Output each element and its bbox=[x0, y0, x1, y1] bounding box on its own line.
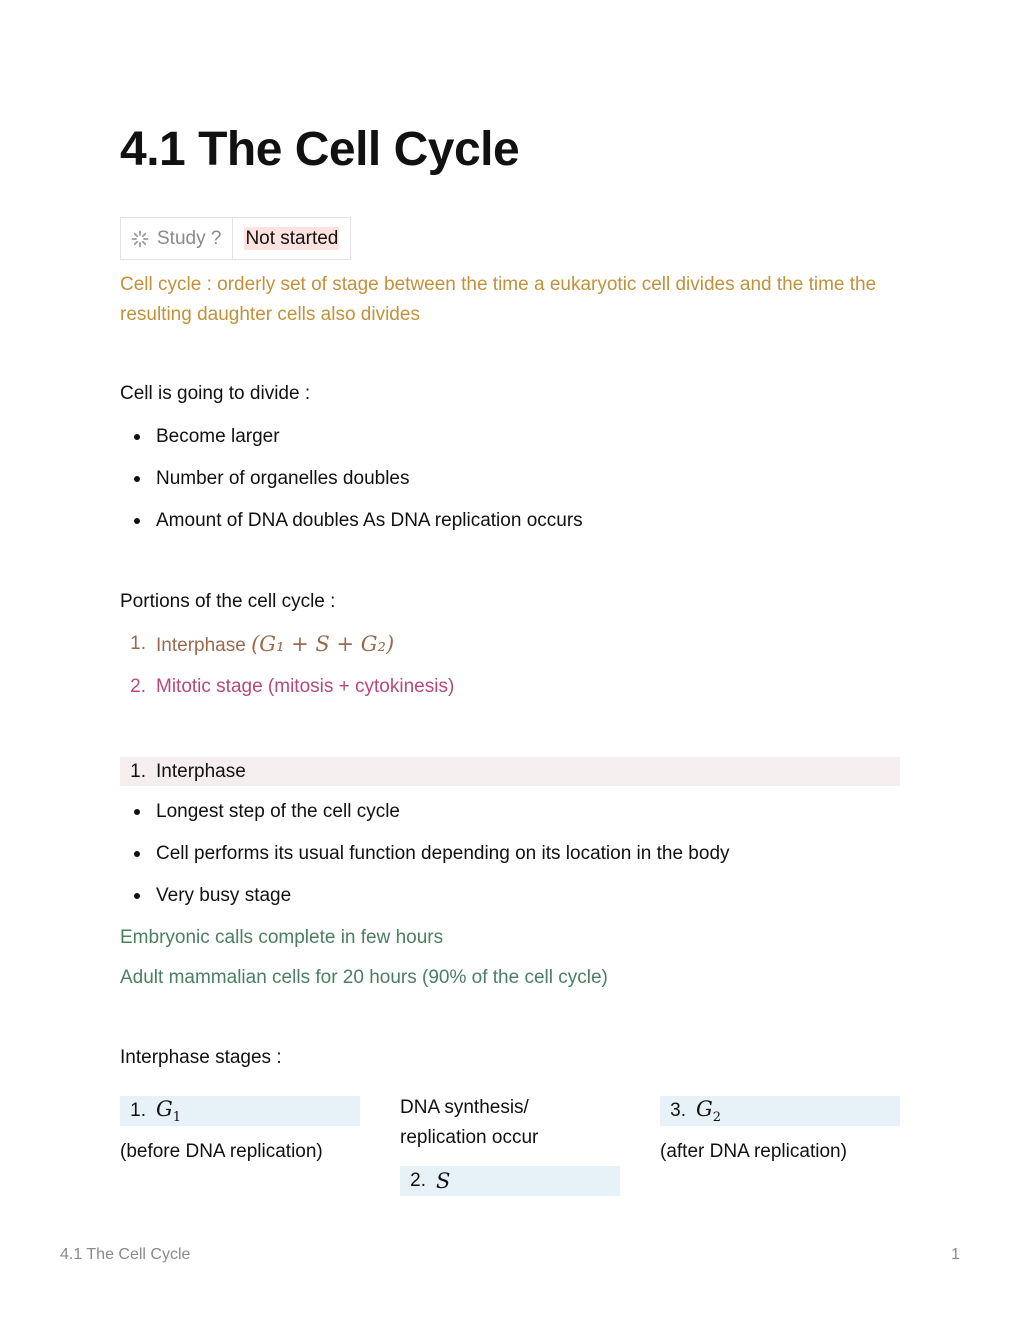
portions-list bbox=[120, 632, 454, 718]
page-title: 4.1 The Cell Cycle bbox=[120, 123, 520, 176]
list-item: Longest step of the cell cycle bbox=[120, 800, 730, 842]
list-item: Amount of DNA doubles As DNA replication occurs bbox=[120, 509, 583, 551]
footer-title: 4.1 The Cell Cycle bbox=[60, 1246, 191, 1263]
list-number: 2. bbox=[410, 1170, 426, 1191]
note-adult: Adult mammalian cells for 20 hours (90% of the cell cycle) bbox=[120, 967, 608, 988]
property-value[interactable] bbox=[233, 228, 350, 250]
interphase-heading bbox=[120, 757, 900, 786]
stage-g1-note: (before DNA replication) bbox=[120, 1141, 323, 1162]
heading-text: Interphase bbox=[156, 760, 246, 782]
stage-g2-heading bbox=[660, 1096, 900, 1126]
loading-spinner-icon bbox=[131, 230, 149, 248]
divide-list bbox=[120, 425, 583, 551]
list-number: 1. bbox=[130, 760, 146, 782]
note-embryonic: Embryonic calls complete in few hours bbox=[120, 927, 444, 948]
phase-formula: (G₁ + S + G₂) bbox=[251, 632, 395, 656]
stage-s-heading bbox=[400, 1166, 620, 1196]
list-number: 1. bbox=[130, 1100, 146, 1121]
stage-s-note: DNA synthesis/ replication occur bbox=[400, 1097, 539, 1148]
list-text: Mitotic stage (mitosis + cytokinesis) bbox=[156, 676, 455, 697]
list-number: 2. bbox=[130, 676, 146, 697]
status-badge: Not started bbox=[245, 227, 339, 249]
portions-heading: Portions of the cell cycle : bbox=[120, 591, 336, 612]
list-item bbox=[120, 675, 454, 718]
stages-heading: Interphase stages : bbox=[120, 1047, 282, 1068]
interphase-list bbox=[120, 800, 730, 926]
stage-symbol: $G_2$ bbox=[696, 1096, 722, 1126]
list-item: Become larger bbox=[120, 425, 583, 467]
list-item: Number of organelles doubles bbox=[120, 467, 583, 509]
list-item bbox=[120, 632, 454, 675]
cell-cycle-definition: Cell cycle : orderly set of stage between the time a eukaryotic cell divides and the time the resulting daughter cells also divides bbox=[120, 274, 877, 325]
divide-heading: Cell is going to divide : bbox=[120, 383, 311, 404]
page-number: 1 bbox=[951, 1246, 960, 1263]
stage-g1-heading bbox=[120, 1096, 360, 1126]
stage-g2-note: (after DNA replication) bbox=[660, 1141, 847, 1162]
list-text: Interphase (G₁ + S + G₂) bbox=[156, 632, 395, 656]
property-label: Study ? bbox=[157, 227, 222, 249]
stage-symbol: $G_1$ bbox=[156, 1096, 182, 1126]
list-number: 3. bbox=[670, 1100, 686, 1121]
list-item: Cell performs its usual function depending on its location in the body bbox=[120, 842, 730, 884]
property-key bbox=[121, 218, 233, 259]
list-number: 1. bbox=[130, 633, 146, 654]
stage-symbol: S bbox=[436, 1169, 451, 1193]
list-item: Very busy stage bbox=[120, 884, 730, 926]
study-property[interactable] bbox=[120, 217, 351, 260]
